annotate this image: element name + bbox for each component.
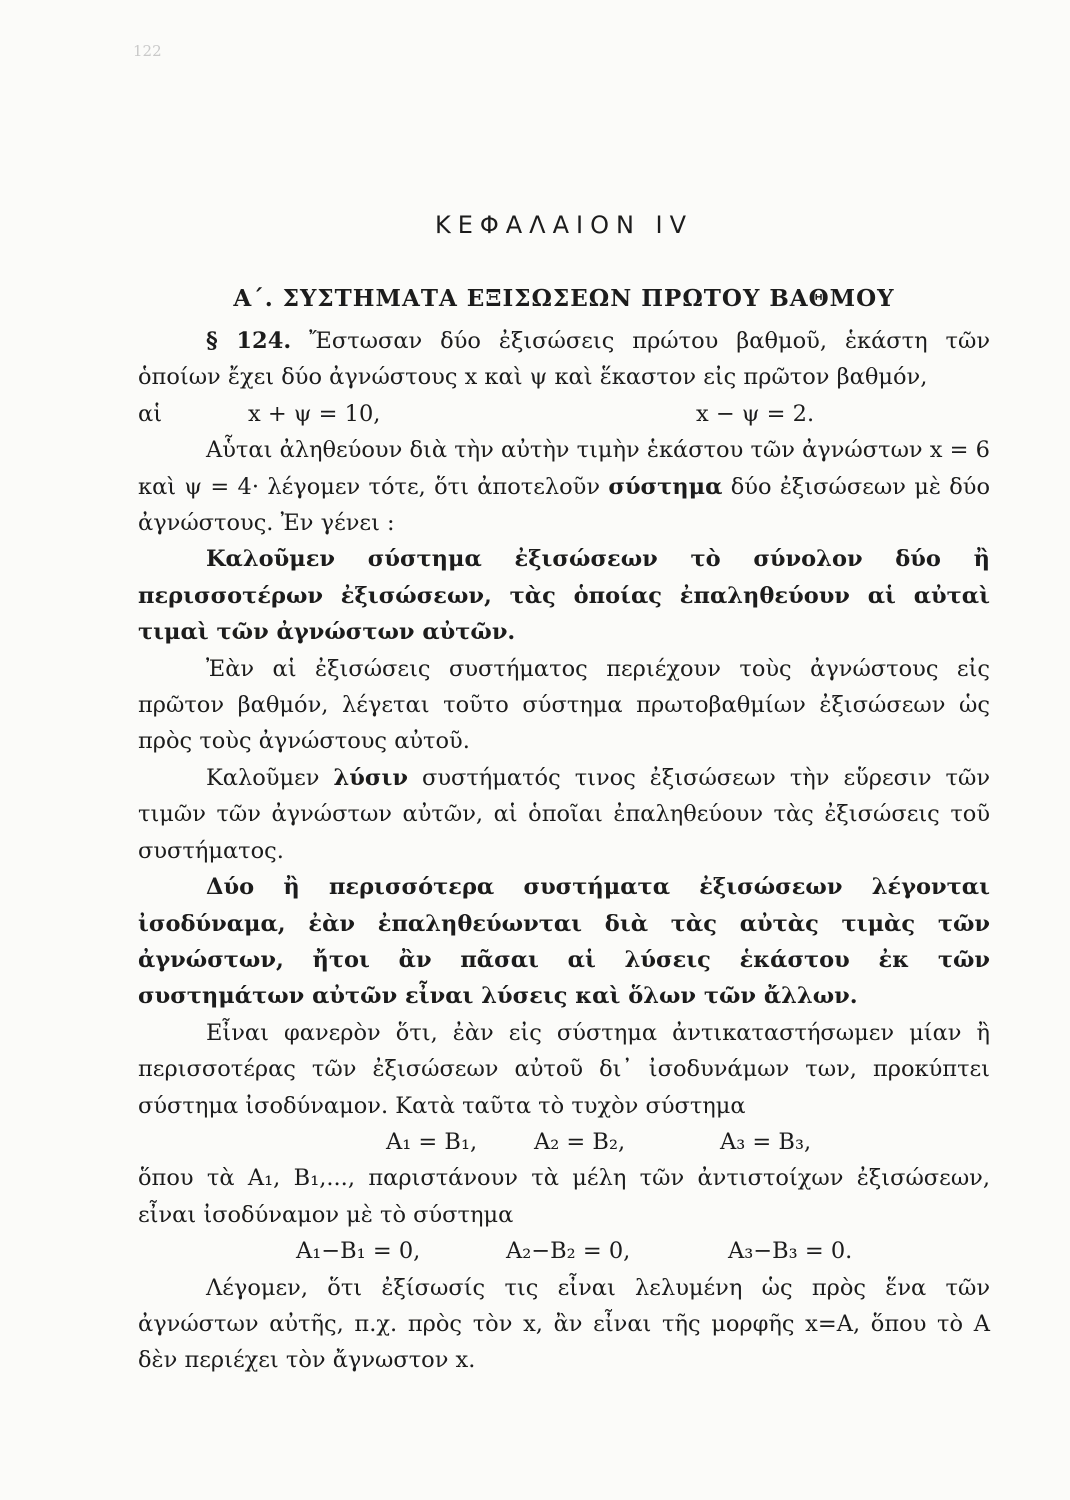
paragraph-number: § 124. bbox=[206, 328, 292, 354]
paragraph-4-text-a: Καλοῦμεν bbox=[206, 764, 320, 791]
equation-3-item: A₂−B₂ = 0, bbox=[506, 1238, 631, 1265]
paragraph-6: ὅπου τὰ A₁, B₁,..., παριστάνουν τὰ μέλη τῶν ἀντιστοίχων ἐξισώσεων, εἶναι ἰσοδύναμον μὲ τὸ σύστημα bbox=[138, 1165, 990, 1228]
equation-1-prefix: αἱ bbox=[138, 400, 163, 427]
definition-equivalent: Δύο ἢ περισσότερα συστήματα ἐξισώσεων λέγονται ἰσοδύναμα, ἐὰν ἐπαληθεύωνται διὰ τὰς αὐτὰς τιμὰς τῶν ἀγνώστων, ἤτοι ἂν πᾶσαι αἱ λύσεις ἑκάστου ἐκ τῶν συστημάτων αὐτῶν εἶναι λύσεις καὶ ὅλων τῶν ἄλλων. bbox=[138, 874, 990, 1010]
paragraph-124 bbox=[138, 323, 990, 396]
equation-2-item: A₃ = B₃, bbox=[720, 1128, 812, 1155]
equation-1-left: x + ψ = 10, bbox=[248, 400, 381, 427]
equation-2-item: A₂ = B₂, bbox=[534, 1128, 626, 1155]
paragraph-124-text: Ἔστωσαν δύο ἐξισώσεις πρώτου βαθμοῦ, ἑκάστη τῶν ὁποίων ἔχει δύο ἀγνώστους x καὶ ψ καὶ ἕκαστον εἰς πρῶτον βαθμόν, bbox=[138, 328, 990, 391]
equation-3 bbox=[138, 1233, 990, 1269]
term-systema: σύστημα bbox=[608, 473, 723, 500]
paragraph-3: Ἐὰν αἱ ἐξισώσεις συστήματος περιέχουν τοὺς ἀγνώστους εἰς πρῶτον βαθμόν, λέγεται τοῦτο σύστημα πρωτοβαθμίων ἐξισώσεων ὡς πρὸς τοὺς ἀγνώστους αὐτοῦ. bbox=[138, 655, 990, 755]
equation-1 bbox=[138, 396, 990, 432]
term-lysis: λύσιν bbox=[333, 764, 408, 791]
equation-3-item: A₁−B₁ = 0, bbox=[296, 1238, 421, 1265]
paragraph-5: Εἶναι φανερὸν ὅτι, ἐὰν εἰς σύστημα ἀντικαταστήσωμεν μίαν ἢ περισσοτέρας τῶν ἐξισώσεων αὐτοῦ δι᾽ ἰσοδυνάμων των, προκύπτει σύστημα ἰσοδύναμον. Κατὰ ταῦτα τὸ τυχὸν σύστημα bbox=[138, 1019, 990, 1119]
paragraph-2-text-b: δύο ἐξισώσεων μὲ δύο ἀγνώστους. Ἐν γένει : bbox=[138, 473, 991, 537]
equation-1-right: x − ψ = 2. bbox=[696, 400, 815, 427]
page-content bbox=[138, 205, 990, 1379]
paragraph-4 bbox=[138, 760, 990, 869]
equation-2 bbox=[138, 1124, 990, 1160]
paragraph-4-text-b: συστήματός τινος ἐξισώσεων τὴν εὕρεσιν τῶν τιμῶν τῶν ἀγνώστων αὐτῶν, αἱ ὁποῖαι ἐπαληθεύουν τὰς ἐξισώσεις τοῦ συστήματος. bbox=[138, 764, 991, 864]
paragraph-2-text-a: Αὗται ἀληθεύουν διὰ τὴν αὐτὴν τιμὴν ἑκάστου τῶν ἀγνώστων x = 6 καὶ ψ = 4· λέγομεν τότε, ὅτι ἀποτελοῦν bbox=[138, 437, 990, 500]
paragraph-7: Λέγομεν, ὅτι ἐξίσωσίς τις εἶναι λελυμένη ὡς πρὸς ἕνα τῶν ἀγνώστων αὐτῆς, π.χ. πρὸς τὸν x, ἂν εἶναι τῆς μορφῆς x=A, ὅπου τὸ A δὲν περιέχει τὸν ἄγνωστον x. bbox=[138, 1274, 990, 1374]
chapter-title: ΚΕΦΑΛΑΙΟΝ IV bbox=[434, 211, 694, 239]
paragraph-2 bbox=[138, 432, 990, 541]
equation-2-item: A₁ = B₁, bbox=[386, 1128, 478, 1155]
page-number: 122 bbox=[133, 42, 162, 60]
section-title: Α΄. ΣΥΣΤΗΜΑΤΑ ΕΞΙΣΩΣΕΩΝ ΠΡΩΤΟΥ ΒΑΘΜΟΥ bbox=[233, 285, 895, 312]
equation-3-item: A₃−B₃ = 0. bbox=[728, 1238, 853, 1265]
definition-system: Καλοῦμεν σύστημα ἐξισώσεων τὸ σύνολον δύο ἢ περισσοτέρων ἐξισώσεων, τὰς ὁποίας ἐπαληθεύουν αἱ αὐταὶ τιμαὶ τῶν ἀγνώστων αὐτῶν. bbox=[138, 546, 990, 646]
